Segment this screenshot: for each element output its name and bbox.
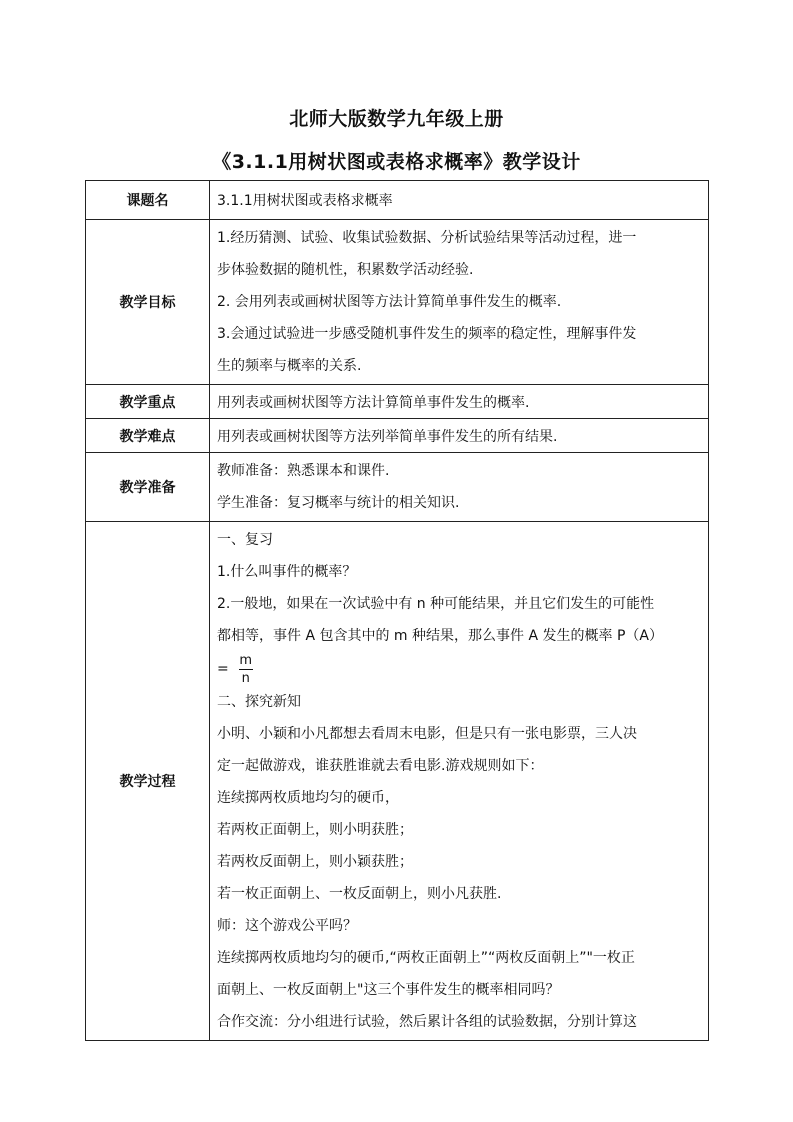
process-line: 若两枚正面朝上，则小明获胜； xyxy=(217,822,413,838)
process-line: 定一起做游戏，谁获胜谁就去看电影.游戏规则如下： xyxy=(217,758,544,774)
label-preparation: 教学准备 xyxy=(86,453,210,522)
process-line: 小明、小颖和小凡都想去看周末电影，但是只有一张电影票，三人决 xyxy=(217,726,637,742)
fraction-bar xyxy=(239,669,253,670)
goal-line: 生的频率与概率的关系. xyxy=(217,358,362,374)
process-line: 2.一般地，如果在一次试验中有 n 种可能结果，并且它们发生的可能性 xyxy=(217,596,655,612)
cell-process xyxy=(210,522,709,1041)
row-preparation xyxy=(86,453,709,522)
label-topic: 课题名 xyxy=(86,181,210,220)
label-process: 教学过程 xyxy=(86,522,210,1041)
process-line: 二、探究新知 xyxy=(217,694,301,710)
cell-topic xyxy=(210,181,709,220)
equals-sign: = xyxy=(217,661,229,677)
process-line: 若两枚反面朝上，则小颖获胜； xyxy=(217,854,413,870)
row-topic xyxy=(86,181,709,220)
process-line: 1.什么叫事件的概率？ xyxy=(217,564,357,580)
preparation-line: 学生准备：复习概率与统计的相关知识. xyxy=(217,495,460,511)
process-line: 师：这个游戏公平吗？ xyxy=(217,918,357,934)
process-line: 连续掷两枚质地均匀的硬币， xyxy=(217,790,399,806)
goal-line: 2. 会用列表或画树状图等方法计算简单事件发生的概率. xyxy=(217,294,562,310)
label-key-points: 教学重点 xyxy=(86,385,210,419)
probability-formula xyxy=(217,652,702,686)
row-difficulties xyxy=(86,419,709,453)
process-line: 合作交流：分小组进行试验，然后累计各组的试验数据，分别计算这 xyxy=(217,1014,637,1030)
process-line: 面朝上、一枚反面朝上"这三个事件发生的概率相同吗？ xyxy=(217,982,560,998)
fraction xyxy=(239,653,253,686)
cell-key-points xyxy=(210,385,709,419)
label-difficulties: 教学难点 xyxy=(86,419,210,453)
goal-line: 步体验数据的随机性，积累数学活动经验. xyxy=(217,262,474,278)
row-process xyxy=(86,522,709,1041)
topic-text: 3.1.1用树状图或表格求概率 xyxy=(217,193,393,209)
preparation-line: 教师准备：熟悉课本和课件. xyxy=(217,463,390,479)
process-line: 一、复习 xyxy=(217,532,273,548)
fraction-numerator: m xyxy=(239,652,253,668)
goal-line: 3.会通过试验进一步感受随机事件发生的频率的稳定性，理解事件发 xyxy=(217,326,637,342)
fraction-denominator: n xyxy=(241,670,250,686)
goal-line: 1.经历猜测、试验、收集试验数据、分析试验结果等活动过程，进一 xyxy=(217,230,637,246)
cell-difficulties xyxy=(210,419,709,453)
cell-goals xyxy=(210,220,709,385)
document-subtitle: 《3.1.1用树状图或表格求概率》教学设计 xyxy=(212,151,581,173)
label-goals: 教学目标 xyxy=(86,220,210,385)
process-line: 若一枚正面朝上、一枚反面朝上，则小凡获胜. xyxy=(217,886,502,902)
process-line: 连续掷两枚质地均匀的硬币,“两枚正面朝上”“两枚反面朝上”"一枚正 xyxy=(217,950,635,966)
cell-preparation xyxy=(210,453,709,522)
row-key-points xyxy=(86,385,709,419)
key-points-text: 用列表或画树状图等方法计算简单事件发生的概率. xyxy=(217,394,530,411)
row-goals xyxy=(86,220,709,385)
document-title: 北师大版数学九年级上册 xyxy=(289,108,504,130)
process-line: 都相等，事件 A 包含其中的 m 种结果，那么事件 A 发生的概率 P（A） xyxy=(217,628,663,644)
lesson-plan-table xyxy=(85,180,709,1041)
difficulties-text: 用列表或画树状图等方法列举简单事件发生的所有结果. xyxy=(217,428,558,445)
